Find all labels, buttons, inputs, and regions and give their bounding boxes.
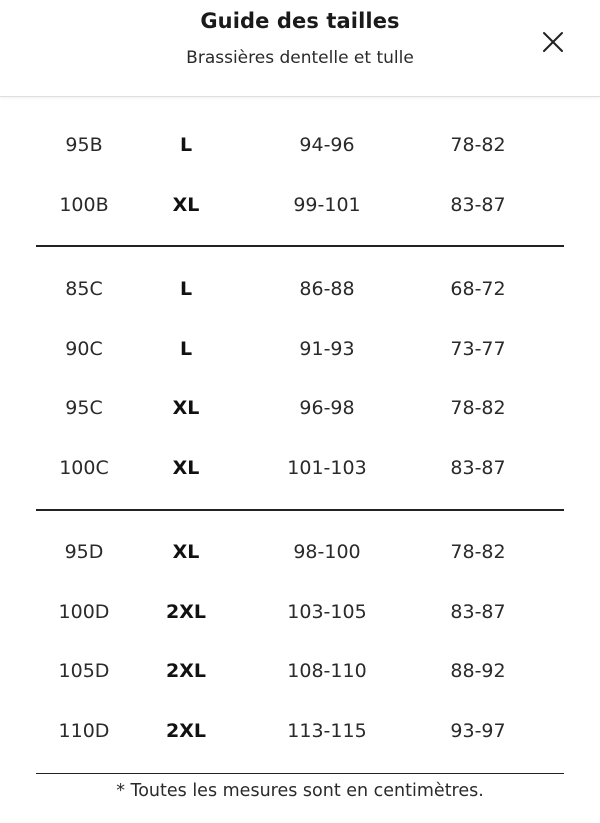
cell-letter-size: L [179, 278, 193, 300]
cell-bust-range: 94-96 [299, 134, 355, 156]
close-icon[interactable] [538, 27, 568, 57]
group-divider [36, 509, 564, 511]
size-guide-header [0, 0, 600, 97]
cell-cup-size: 110D [58, 720, 110, 743]
table-row [36, 379, 564, 439]
cell-letter-size: 2XL [166, 600, 206, 623]
cell-bust-range: 99-101 [293, 193, 361, 216]
cell-bust-range: 96-98 [299, 397, 355, 420]
cell-bust-range: 98-100 [293, 541, 361, 563]
cell-bust-range: 101-103 [287, 457, 367, 480]
group-divider [36, 245, 564, 247]
cell-letter-size: L [179, 337, 193, 360]
measurement-footnote: * Toutes les mesures sont en centimètres. [116, 781, 484, 801]
cell-letter-size: XL [172, 457, 200, 480]
cell-letter-size: XL [172, 541, 200, 563]
cell-underbust-range: 83-87 [450, 457, 506, 480]
cell-cup-size: 100D [58, 600, 110, 623]
size-group-b [36, 116, 564, 235]
footer-divider [36, 773, 564, 774]
size-group-d [36, 523, 564, 762]
cell-letter-size: 2XL [166, 660, 206, 683]
cell-underbust-range: 83-87 [450, 193, 506, 216]
cell-cup-size: 90C [65, 337, 103, 360]
cell-bust-range: 108-110 [287, 660, 367, 683]
cell-underbust-range: 78-82 [450, 541, 506, 563]
cell-underbust-range: 68-72 [450, 278, 506, 300]
cell-cup-size: 105D [58, 660, 110, 683]
cell-letter-size: 2XL [166, 720, 206, 743]
table-row [36, 523, 564, 583]
close-button[interactable] [538, 27, 568, 57]
page-title: Guide des tailles [200, 9, 400, 33]
cell-underbust-range: 73-77 [450, 337, 506, 360]
size-group-c [36, 260, 564, 499]
cell-letter-size: XL [172, 397, 200, 420]
cell-underbust-range: 78-82 [450, 134, 506, 156]
cell-underbust-range: 88-92 [450, 660, 506, 683]
table-row [36, 116, 564, 176]
table-row [36, 176, 564, 236]
cell-bust-range: 103-105 [287, 600, 367, 623]
cell-underbust-range: 78-82 [450, 397, 506, 420]
page-subtitle: Brassières dentelle et tulle [186, 48, 414, 68]
cell-letter-size: XL [172, 193, 200, 216]
table-row [36, 439, 564, 499]
cell-bust-range: 91-93 [299, 337, 355, 360]
table-row [36, 702, 564, 762]
cell-underbust-range: 83-87 [450, 600, 506, 623]
table-row [36, 320, 564, 380]
cell-letter-size: L [179, 134, 193, 156]
table-row [36, 260, 564, 320]
cell-bust-range: 86-88 [299, 278, 355, 300]
cell-cup-size: 85C [65, 278, 103, 300]
table-row [36, 642, 564, 702]
cell-cup-size: 95C [65, 397, 103, 420]
cell-cup-size: 95D [64, 541, 104, 563]
cell-bust-range: 113-115 [287, 720, 367, 743]
table-row [36, 583, 564, 643]
cell-cup-size: 100C [59, 457, 109, 480]
cell-cup-size: 95B [65, 134, 103, 156]
cell-cup-size: 100B [59, 193, 109, 216]
cell-underbust-range: 93-97 [450, 720, 506, 743]
